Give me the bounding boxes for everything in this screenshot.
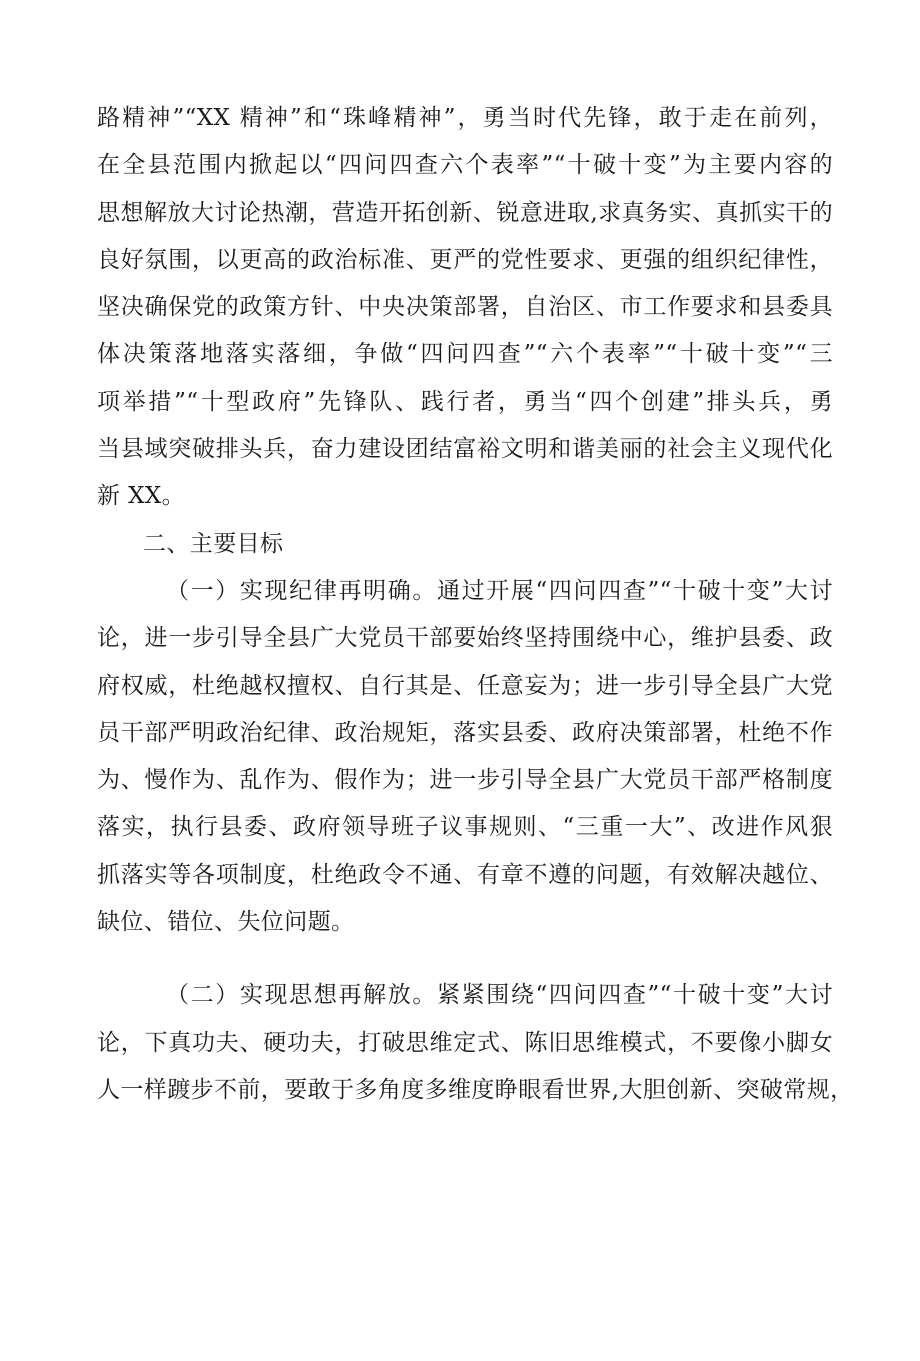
paragraph-goal-thought [97,972,854,1114]
text-line: 为、慢作为、乱作为、假作为；进一步引导全县广大党员干部严格制度 [97,767,833,794]
text-line: 落实，执行县委、政府领导班子议事规则、“三重一大”、改进作风狠 [97,814,833,841]
text-line: 项举措”“十型政府”先锋队、践行者，勇当“四个创建”排头兵，勇 [97,388,833,415]
text-line: 论，进一步引导全县广大党员干部要始终坚持围绕中心，维护县委、政 [97,625,833,652]
text-line: 体决策落地落实落细，争做“四问四查”“六个表率”“十破十变”“三 [97,341,833,368]
text-line: 在全县范围内掀起以“四问四查六个表率”“十破十变”为主要内容的 [97,152,833,179]
text-line: 新 XX。 [97,483,186,510]
text-line: 论，下真功夫、硬功夫，打破思维定式、陈旧思维模式，不要像小脚女 [97,1029,833,1056]
paragraph-spacer [97,946,833,972]
paragraph-goal-discipline [97,568,833,946]
text-line: （二）实现思想再解放。紧紧围绕“四问四查”“十破十变”大讨 [166,982,833,1009]
text-line: 思想解放大讨论热潮，营造开拓创新、锐意进取,求真务实、真抓实干的 [97,199,833,226]
text-line: （一）实现纪律再明确。通过开展“四问四查”“十破十变”大讨 [166,577,833,604]
text-line: 良好氛围，以更高的政治标准、更严的党性要求、更强的组织纪律性， [97,246,833,273]
text-line: 员干部严明政治纪律、政治规矩，落实县委、政府决策部署，杜绝不作 [97,719,833,746]
text-line: 缺位、错位、失位问题。 [97,909,355,936]
text-line: 抓落实等各项制度，杜绝政令不通、有章不遵的问题，有效解决越位、 [97,861,833,888]
text-line: 当县域突破排头兵，奋力建设团结富裕文明和谐美丽的社会主义现代化 [97,436,833,463]
text-line: 坚决确保党的政策方针、中央决策部署，自治区、市工作要求和县委具 [97,294,833,321]
section-heading: 二、主要目标 [143,530,284,557]
paragraph-guiding-ideology [97,95,833,521]
text-line: 人一样踱步不前，要敢于多角度多维度睁眼看世界,大胆创新、突破常规， [97,1076,854,1103]
document-body [97,95,854,1114]
text-line: 路精神”“XX 精神”和“珠峰精神”，勇当时代先锋，敢于走在前列， [97,105,833,131]
text-line: 府权威，杜绝越权擅权、自行其是、任意妄为；进一步引导全县广大党 [97,672,833,699]
